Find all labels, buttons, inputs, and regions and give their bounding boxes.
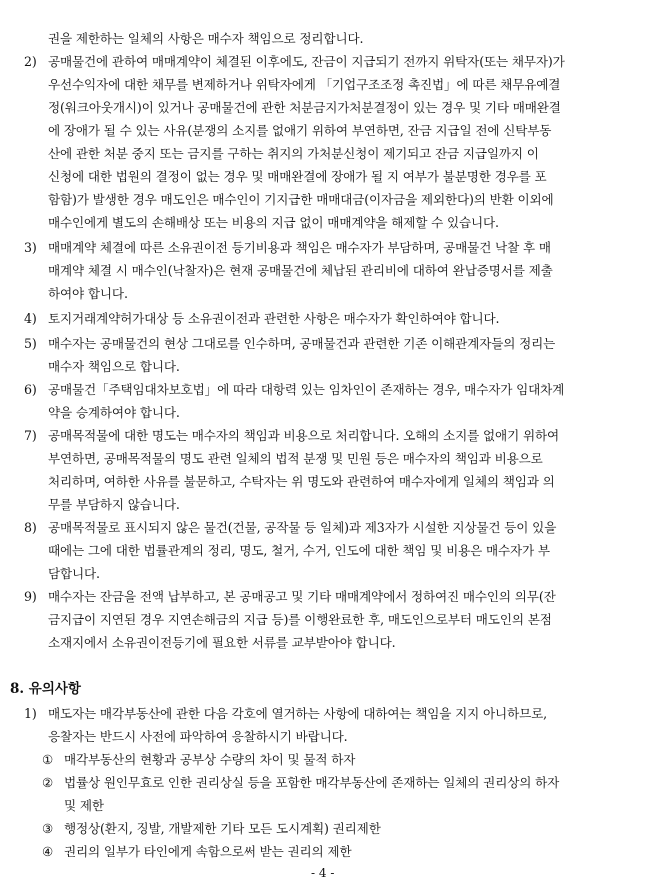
item-number: 6): [24, 382, 37, 397]
item-line: 산에 관한 처분 중지 또는 금지를 구하는 취지의 가처분신청이 제기되고 잔금 지급일까지 이: [48, 146, 539, 161]
sub-item-line: 매각부동산의 현황과 공부상 수량의 차이 및 물적 하자: [64, 752, 356, 767]
item-line: 하여야 합니다.: [48, 286, 128, 301]
item-line: 처리하며, 여하한 사유를 불문하고, 수탁자는 위 명도와 관련하여 매수자에게 일체의 책임과 의: [48, 474, 555, 489]
item-line: 공매목적물에 대한 명도는 매수자의 책임과 비용으로 처리합니다. 오해의 소지를 없애기 위하여: [48, 428, 559, 443]
item-number: 3): [24, 240, 37, 255]
page-number: - 4 -: [311, 866, 335, 880]
item-line: 응찰자는 반드시 사전에 파악하여 응찰하시기 바랍니다.: [48, 729, 348, 744]
item-line: 약을 승계하여야 합니다.: [48, 405, 180, 420]
item-line: 때에는 그에 대한 법률관계의 정리, 명도, 철거, 수거, 인도에 대한 책임 및 비용은 매수자가 부: [48, 543, 550, 558]
sub-item-number: ②: [42, 775, 54, 790]
item-line: 금지급이 지연된 경우 지연손해금의 지급 등)를 이행완료한 후, 매도인으로부터 매도인의 본점: [48, 612, 552, 627]
item-line: 매수자는 공매물건의 현상 그대로를 인수하며, 공매물건과 관련한 기존 이해관계자들의 정리는: [48, 336, 556, 351]
sub-item-number: ③: [42, 821, 54, 836]
section-heading: 8. 유의사항: [10, 681, 81, 697]
item-number: 8): [24, 520, 37, 535]
item-line: 매수자는 잔금을 전액 납부하고, 본 공매공고 및 기타 매매계약에서 정하여진 매수인의 의무(잔: [48, 589, 556, 604]
item-line: 에 장애가 될 수 있는 사유(분쟁의 소지를 없애기 위하여 부연하면, 잔금 지급일 전에 신탁부동: [48, 123, 552, 138]
sub-item-number: ④: [42, 844, 54, 859]
item-line: 무를 부담하지 않습니다.: [48, 497, 180, 512]
item-line: 공매물건「주택임대차보호법」에 따라 대항력 있는 임차인이 존재하는 경우, 매수자가 임대차계: [48, 382, 565, 397]
item-line: 공매목적물로 표시되지 않은 물건(건물, 공작물 등 일체)과 제3자가 시설한 지상물건 등이 있을: [48, 520, 557, 535]
sub-item-line: 행정상(환지, 징발, 개발제한 기타 모든 도시계획) 권리제한: [64, 821, 381, 836]
sub-item-number: ①: [42, 752, 54, 767]
item-line: 함함)가 발생한 경우 매도인은 매수인이 기지급한 매매대금(이자금을 제외한다)의 반환 이외에: [48, 192, 554, 207]
item-line: 매매계약 체결에 따른 소유권이전 등기비용과 책임은 매수자가 부담하며, 공매물건 낙찰 후 매: [48, 240, 551, 255]
item-line: 소재지에서 소유권이전등기에 필요한 서류를 교부받아야 합니다.: [48, 635, 396, 650]
item-line: 토지거래계약허가대상 등 소유권이전과 관련한 사항은 매수자가 확인하여야 합니다.: [48, 311, 500, 326]
item-number: 5): [24, 336, 37, 351]
item-line: 매수인에게 별도의 손해배상 또는 비용의 지급 없이 매매계약을 해제할 수 있습니다.: [48, 215, 499, 230]
item-line: 공매물건에 관하여 매매계약이 체결된 이후에도, 잔금이 지급되기 전까지 위탁자(또는 채무자)가: [48, 54, 565, 69]
sub-item-line: 및 제한: [64, 798, 104, 813]
intro-line: 권을 제한하는 일체의 사항은 매수자 책임으로 정리합니다.: [48, 31, 364, 46]
item-number: 4): [24, 311, 37, 326]
item-number: 7): [24, 428, 37, 443]
item-line: 신청에 대한 법원의 결정이 없는 경우 및 매매완결에 장애가 될 지 여부가 불분명한 경우를 포: [48, 169, 547, 184]
item-line: 담합니다.: [48, 566, 100, 581]
sub-item-line: 권리의 일부가 타인에게 속함으로써 받는 권리의 제한: [64, 844, 352, 859]
item-line: 부연하면, 공매목적물의 명도 관련 일체의 법적 분쟁 및 민원 등은 매수자의 책임과 비용으로: [48, 451, 543, 466]
item-line: 정(워크아웃개시)이 있거나 공매물건에 관한 처분금지가처분결정이 있는 경우 및 기타 매매완결: [48, 100, 561, 115]
item-line: 매수자 책임으로 합니다.: [48, 359, 180, 374]
item-line: 매도자는 매각부동산에 관한 다음 각호에 열거하는 사항에 대하여는 책임을 지지 아니하므로,: [48, 706, 547, 721]
sub-item-line: 법률상 원인무효로 인한 권리상실 등을 포함한 매각부동산에 존재하는 일체의 권리상의 하자: [64, 775, 560, 790]
item-number: 1): [24, 706, 37, 721]
item-line: 매계약 체결 시 매수인(낙찰자)은 현재 공매물건에 체납된 관리비에 대하여 완납증명서를 제출: [48, 263, 553, 278]
item-number: 9): [24, 589, 37, 604]
item-line: 우선수익자에 대한 채무를 변제하거나 위탁자에게 「기업구조조정 촉진법」에 따른 채무유예결: [48, 77, 561, 92]
item-number: 2): [24, 54, 37, 69]
